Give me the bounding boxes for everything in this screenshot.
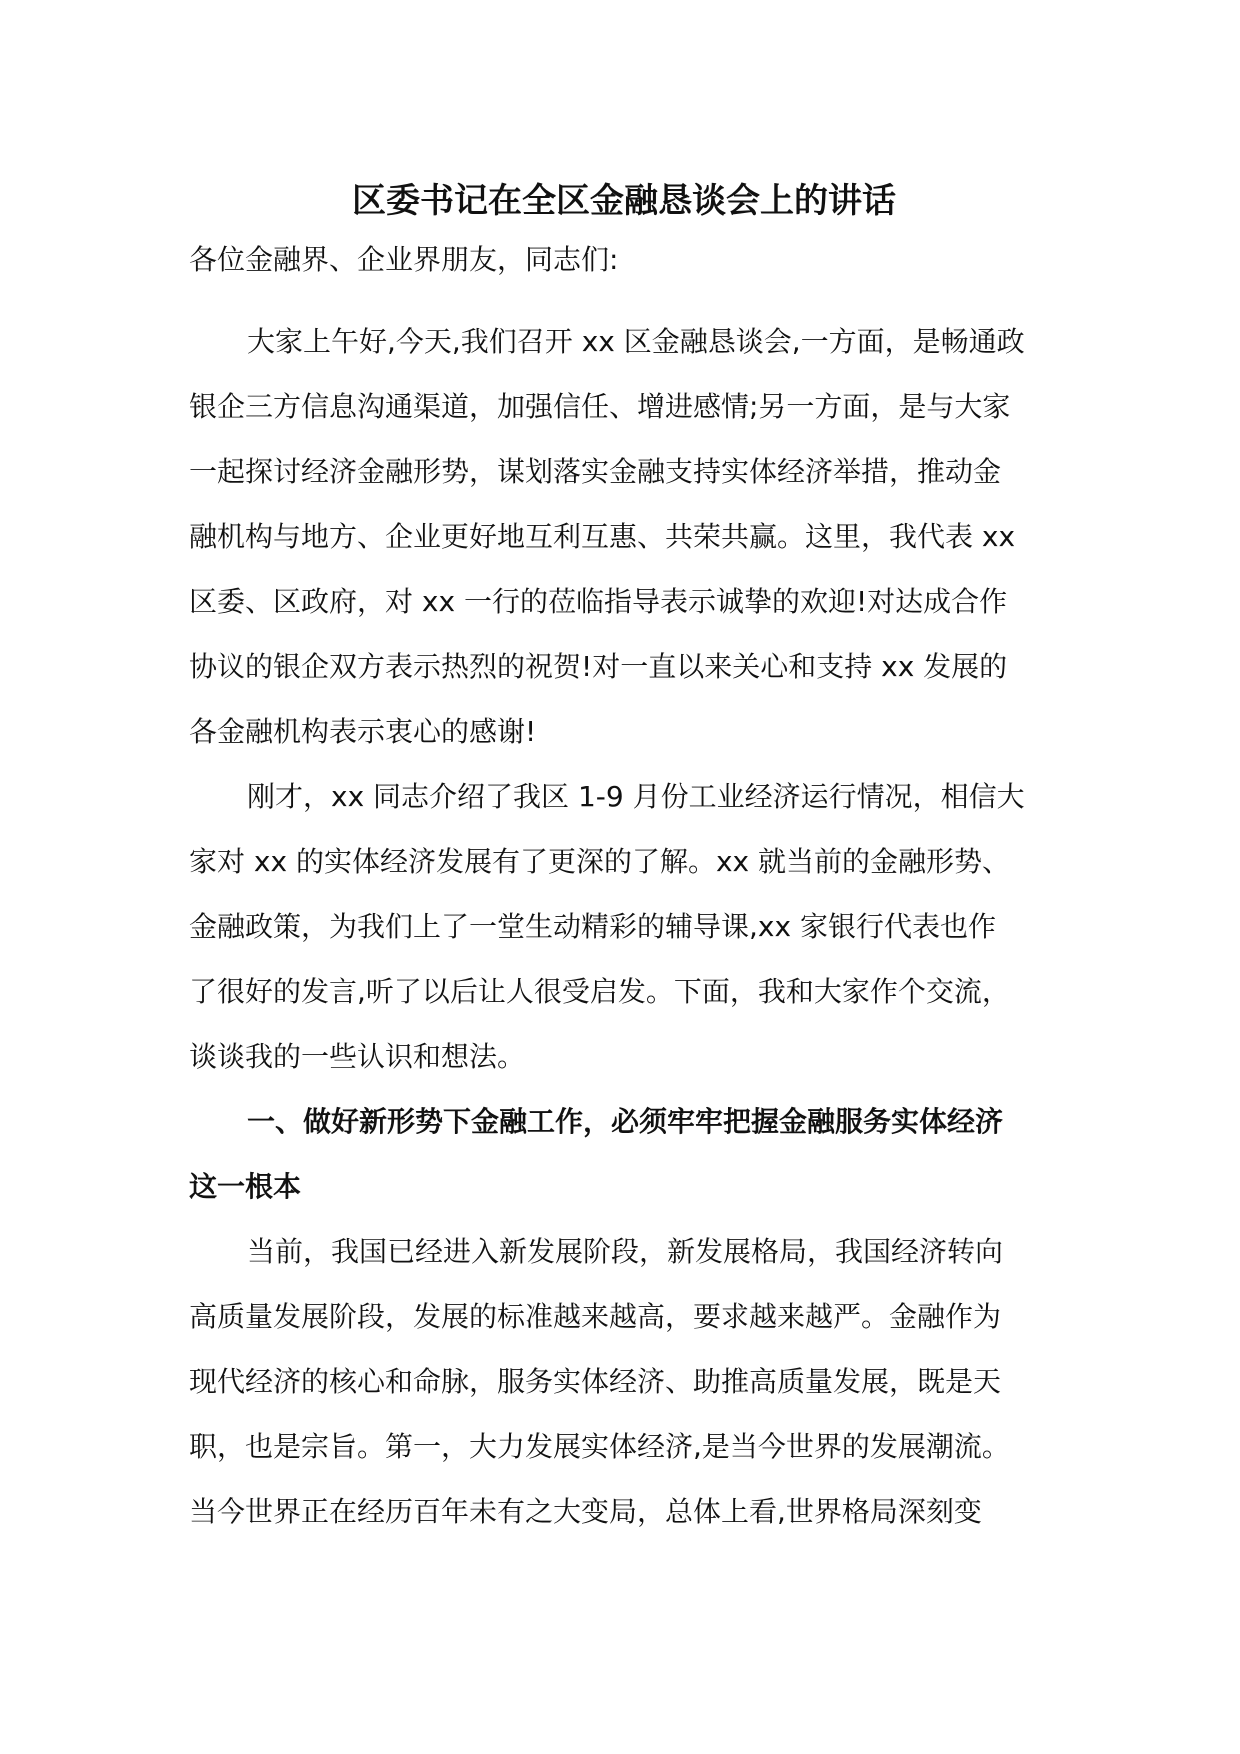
paragraph-line: 区委、区政府，对 xx 一行的莅临指导表示诚挚的欢迎!对达成合作 (189, 585, 1008, 618)
salutation: 各位金融界、企业界朋友，同志们: (189, 243, 619, 276)
document-title: 区委书记在全区金融恳谈会上的讲话 (352, 181, 896, 221)
paragraph-line: 谈谈我的一些认识和想法。 (189, 1040, 526, 1073)
document-body (189, 176, 1059, 1544)
paragraph-line: 现代经济的核心和命脉，服务实体经济、助推高质量发展，既是天 (189, 1365, 1002, 1398)
paragraph-line: 职，也是宗旨。第一，大力发展实体经济,是当今世界的发展潮流。 (189, 1430, 1010, 1463)
section-heading-line: 一、做好新形势下金融工作，必须牢牢把握金融服务实体经济 (247, 1105, 1004, 1138)
speech-text (189, 309, 1059, 1544)
paragraph-line: 高质量发展阶段，发展的标准越来越高，要求越来越严。金融作为 (189, 1300, 1002, 1333)
paragraph-line: 刚才，xx 同志介绍了我区 1-9 月份工业经济运行情况，相信大 (247, 780, 1025, 813)
paragraph-line: 当前，我国已经进入新发展阶段，新发展格局，我国经济转向 (247, 1235, 1004, 1268)
paragraph-line: 大家上午好,今天,我们召开 xx 区金融恳谈会,一方面，是畅通政 (247, 325, 1025, 358)
paragraph-line: 银企三方信息沟通渠道，加强信任、增进感情;另一方面，是与大家 (189, 390, 1011, 423)
paragraph-line: 一起探讨经济金融形势，谋划落实金融支持实体经济举措，推动金 (189, 455, 1002, 488)
paragraph-line: 金融政策，为我们上了一堂生动精彩的辅导课,xx 家银行代表也作 (189, 910, 996, 943)
paragraph-line: 家对 xx 的实体经济发展有了更深的了解。xx 就当前的金融形势、 (189, 845, 1010, 878)
section-heading-line: 这一根本 (189, 1170, 302, 1203)
paragraph-line: 各金融机构表示衷心的感谢! (189, 715, 537, 748)
paragraph-line: 了很好的发言,听了以后让人很受启发。下面，我和大家作个交流， (189, 975, 1010, 1008)
paragraph-line: 协议的银企双方表示热烈的祝贺!对一直以来关心和支持 xx 发展的 (189, 650, 1008, 683)
paragraph-line: 当今世界正在经历百年未有之大变局，总体上看,世界格局深刻变 (189, 1495, 982, 1528)
paragraph-line: 融机构与地方、企业更好地互利互惠、共荣共赢。这里，我代表 xx (189, 520, 1016, 553)
